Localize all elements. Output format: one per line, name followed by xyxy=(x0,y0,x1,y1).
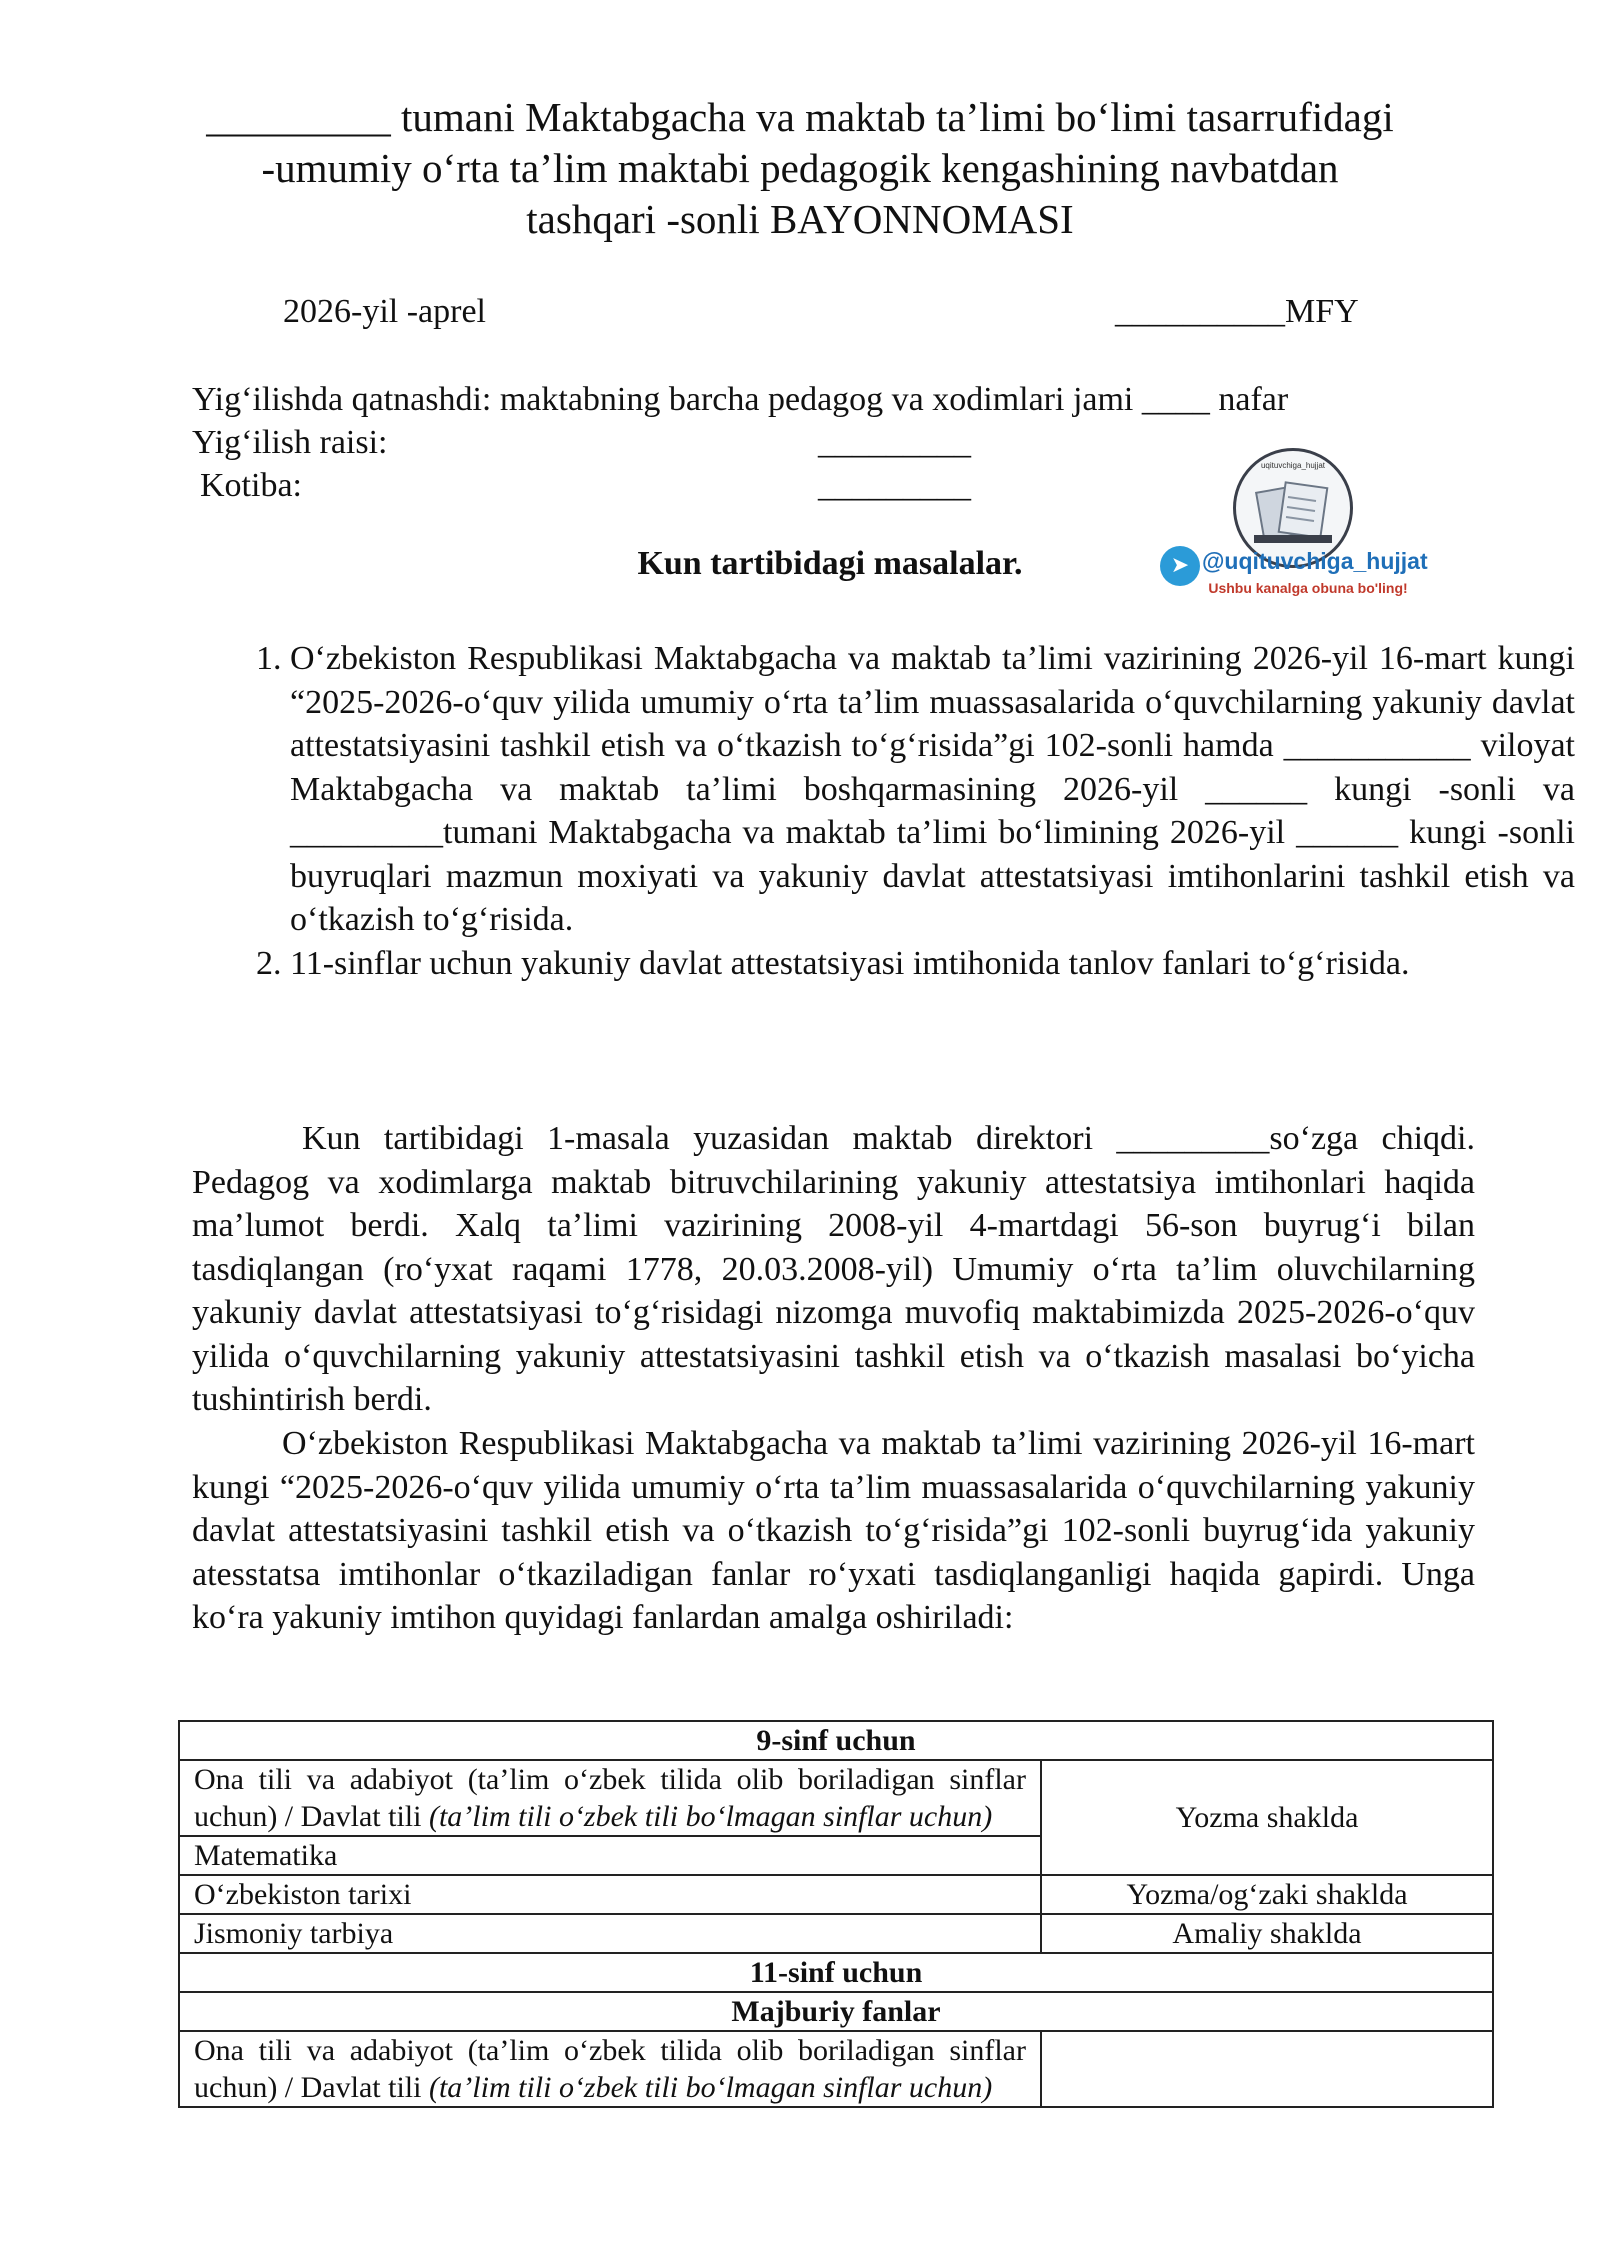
table-row xyxy=(179,1721,1493,1760)
exam-subjects-table xyxy=(178,1720,1494,2108)
table-row xyxy=(179,1992,1493,2031)
attendees-line: Yig‘ilishda qatnashdi: maktabning barcha pedagog va xodimlari jami ____ nafar xyxy=(192,381,1289,418)
subject-note: (ta’lim tili o‘zbek tili bo‘lmagan sinflar uchun) xyxy=(428,1800,993,1833)
title-line-2: -umumiy o‘rta ta’lim maktabi pedagogik kengashining navbatdan xyxy=(261,145,1339,191)
title-line-3: tashqari -sonli BAYONNOMASI xyxy=(526,196,1074,242)
agenda-heading: Kun tartibidagi masalalar. xyxy=(637,545,1023,582)
title-line-1: _________ tumani Maktabgacha va maktab ta’limi bo‘limi tasarrufidagi xyxy=(206,94,1394,140)
subject-cell: O‘zbekiston tarixi xyxy=(179,1875,1041,1914)
channel-logo xyxy=(1158,448,1428,623)
body-paragraph-1: Kun tartibidagi 1-masala yuzasidan maktab direktori _________so‘zga chiqdi. Pedagog va xodimlarga maktab bitruvchilarining yakuniy attestatsiya imtihonlari haqida ma’lumot berdi. Xalq ta’limi vazirining 2008-yil 4-martdagi 56-son buyrug‘i bilan tasdiqlangan (ro‘yxat raqami 1778, 20.03.2008-yil) Umumiy o‘rta ta’lim oluvchilarning yakuniy davlat attestatsiyasi to‘g‘risidagi nizomga muvofiq maktabimizda 2025-2026-o‘quv yilida o‘quvchilarning yakuniy attestatsiyasini tashkil etish va o‘tkazish masalasi bo‘yicha tushintirish berdi. xyxy=(192,1120,1475,1418)
secretary-label: Kotiba: xyxy=(200,467,302,504)
secretary-blank: _________ xyxy=(818,467,971,504)
exam-form-cell: Yozma shaklda xyxy=(1041,1760,1493,1875)
meeting-date: 2026-yil -aprel xyxy=(283,293,486,330)
mandatory-subjects-header: Majburiy fanlar xyxy=(179,1992,1493,2031)
chair-blank: _________ xyxy=(818,424,971,461)
table-row xyxy=(179,1875,1493,1914)
table-row xyxy=(179,1760,1493,1836)
grade-9-header: 9-sinf uchun xyxy=(179,1721,1493,1760)
subject-cell: Matematika xyxy=(179,1836,1041,1875)
channel-subscribe-text: Ushbu kanalga obuna bo'ling! xyxy=(1208,580,1408,596)
telegram-icon: ➤ xyxy=(1160,546,1200,586)
agenda-list xyxy=(190,637,1575,985)
subject-note: (ta’lim tili o‘zbek tili bo‘lmagan sinflar uchun) xyxy=(428,2071,993,2104)
exam-form-cell: Amaliy shaklda xyxy=(1041,1914,1493,1953)
table-row xyxy=(179,2031,1493,2107)
subject-cell xyxy=(179,2031,1041,2107)
subject-name: Ona tili va adabiyot (ta’lim o‘zbek tilida olib boriladigan sinflar uchun) / Davlat tili xyxy=(194,2034,1026,2104)
exam-form-cell: Yozma/og‘zaki shaklda xyxy=(1041,1875,1493,1914)
meeting-place: __________MFY xyxy=(1115,293,1359,330)
subject-cell xyxy=(179,1760,1041,1836)
grade-11-header: 11-sinf uchun xyxy=(179,1953,1493,1992)
subject-name: Ona tili va adabiyot (ta’lim o‘zbek tilida olib boriladigan sinflar uchun) / Davlat tili xyxy=(194,1763,1026,1833)
table-row xyxy=(179,1953,1493,1992)
channel-handle: @uqituvchiga_hujjat xyxy=(1202,548,1428,574)
subject-cell: Jismoniy tarbiya xyxy=(179,1914,1041,1953)
logo-caption: uqituvchiga_hujjat xyxy=(1260,461,1326,470)
body-paragraph-2: O‘zbekiston Respublikasi Maktabgacha va maktab ta’limi vazirining 2026-yil 16-mart kungi “2025-2026-o‘quv yilida umumiy o‘rta ta’lim muassasalarida o‘quvchilarning yakuniy davlat attestatsiyasini tashkil etish va o‘tkazish to‘g‘risida”gi 102-sonli buyrug‘ida yakuniy atesstatsa imtihonlar o‘tkaziladigan fanlar ro‘yxati tasdiqlanganligi haqida gapirdi. Unga ko‘ra yakuniy imtihon quyidagi fanlardan amalga oshiriladi: xyxy=(192,1425,1475,1636)
exam-form-cell xyxy=(1041,2031,1493,2107)
table-row xyxy=(179,1914,1493,1953)
document-title xyxy=(150,92,1450,245)
chair-label: Yig‘ilish raisi: xyxy=(192,424,388,461)
agenda-item: 2. 11-sinflar uchun yakuniy davlat attestatsiyasi imtihonida tanlov fanlari to‘g‘risida. xyxy=(290,942,1575,986)
agenda-item: 1. O‘zbekiston Respublikasi Maktabgacha va maktab ta’limi vazirining 2026-yil 16-mart kungi “2025-2026-o‘quv yilida umumiy o‘rta ta’lim muassasalarida o‘quvchilarning yakuniy davlat attestatsiyasini tashkil etish va o‘tkazish to‘g‘risida”gi 102-sonli hamda ___________ viloyat Maktabgacha va maktab ta’limi boshqarmasining 2026-yil ______ kungi -sonli va _________tumani Maktabgacha va maktab ta’limi bo‘limining 2026-yil ______ kungi -sonli buyruqlari mazmun moxiyati va yakuniy davlat attestatsiyasi imtihonlarini tashkil etish va o‘tkazish to‘g‘risida. xyxy=(290,637,1575,942)
